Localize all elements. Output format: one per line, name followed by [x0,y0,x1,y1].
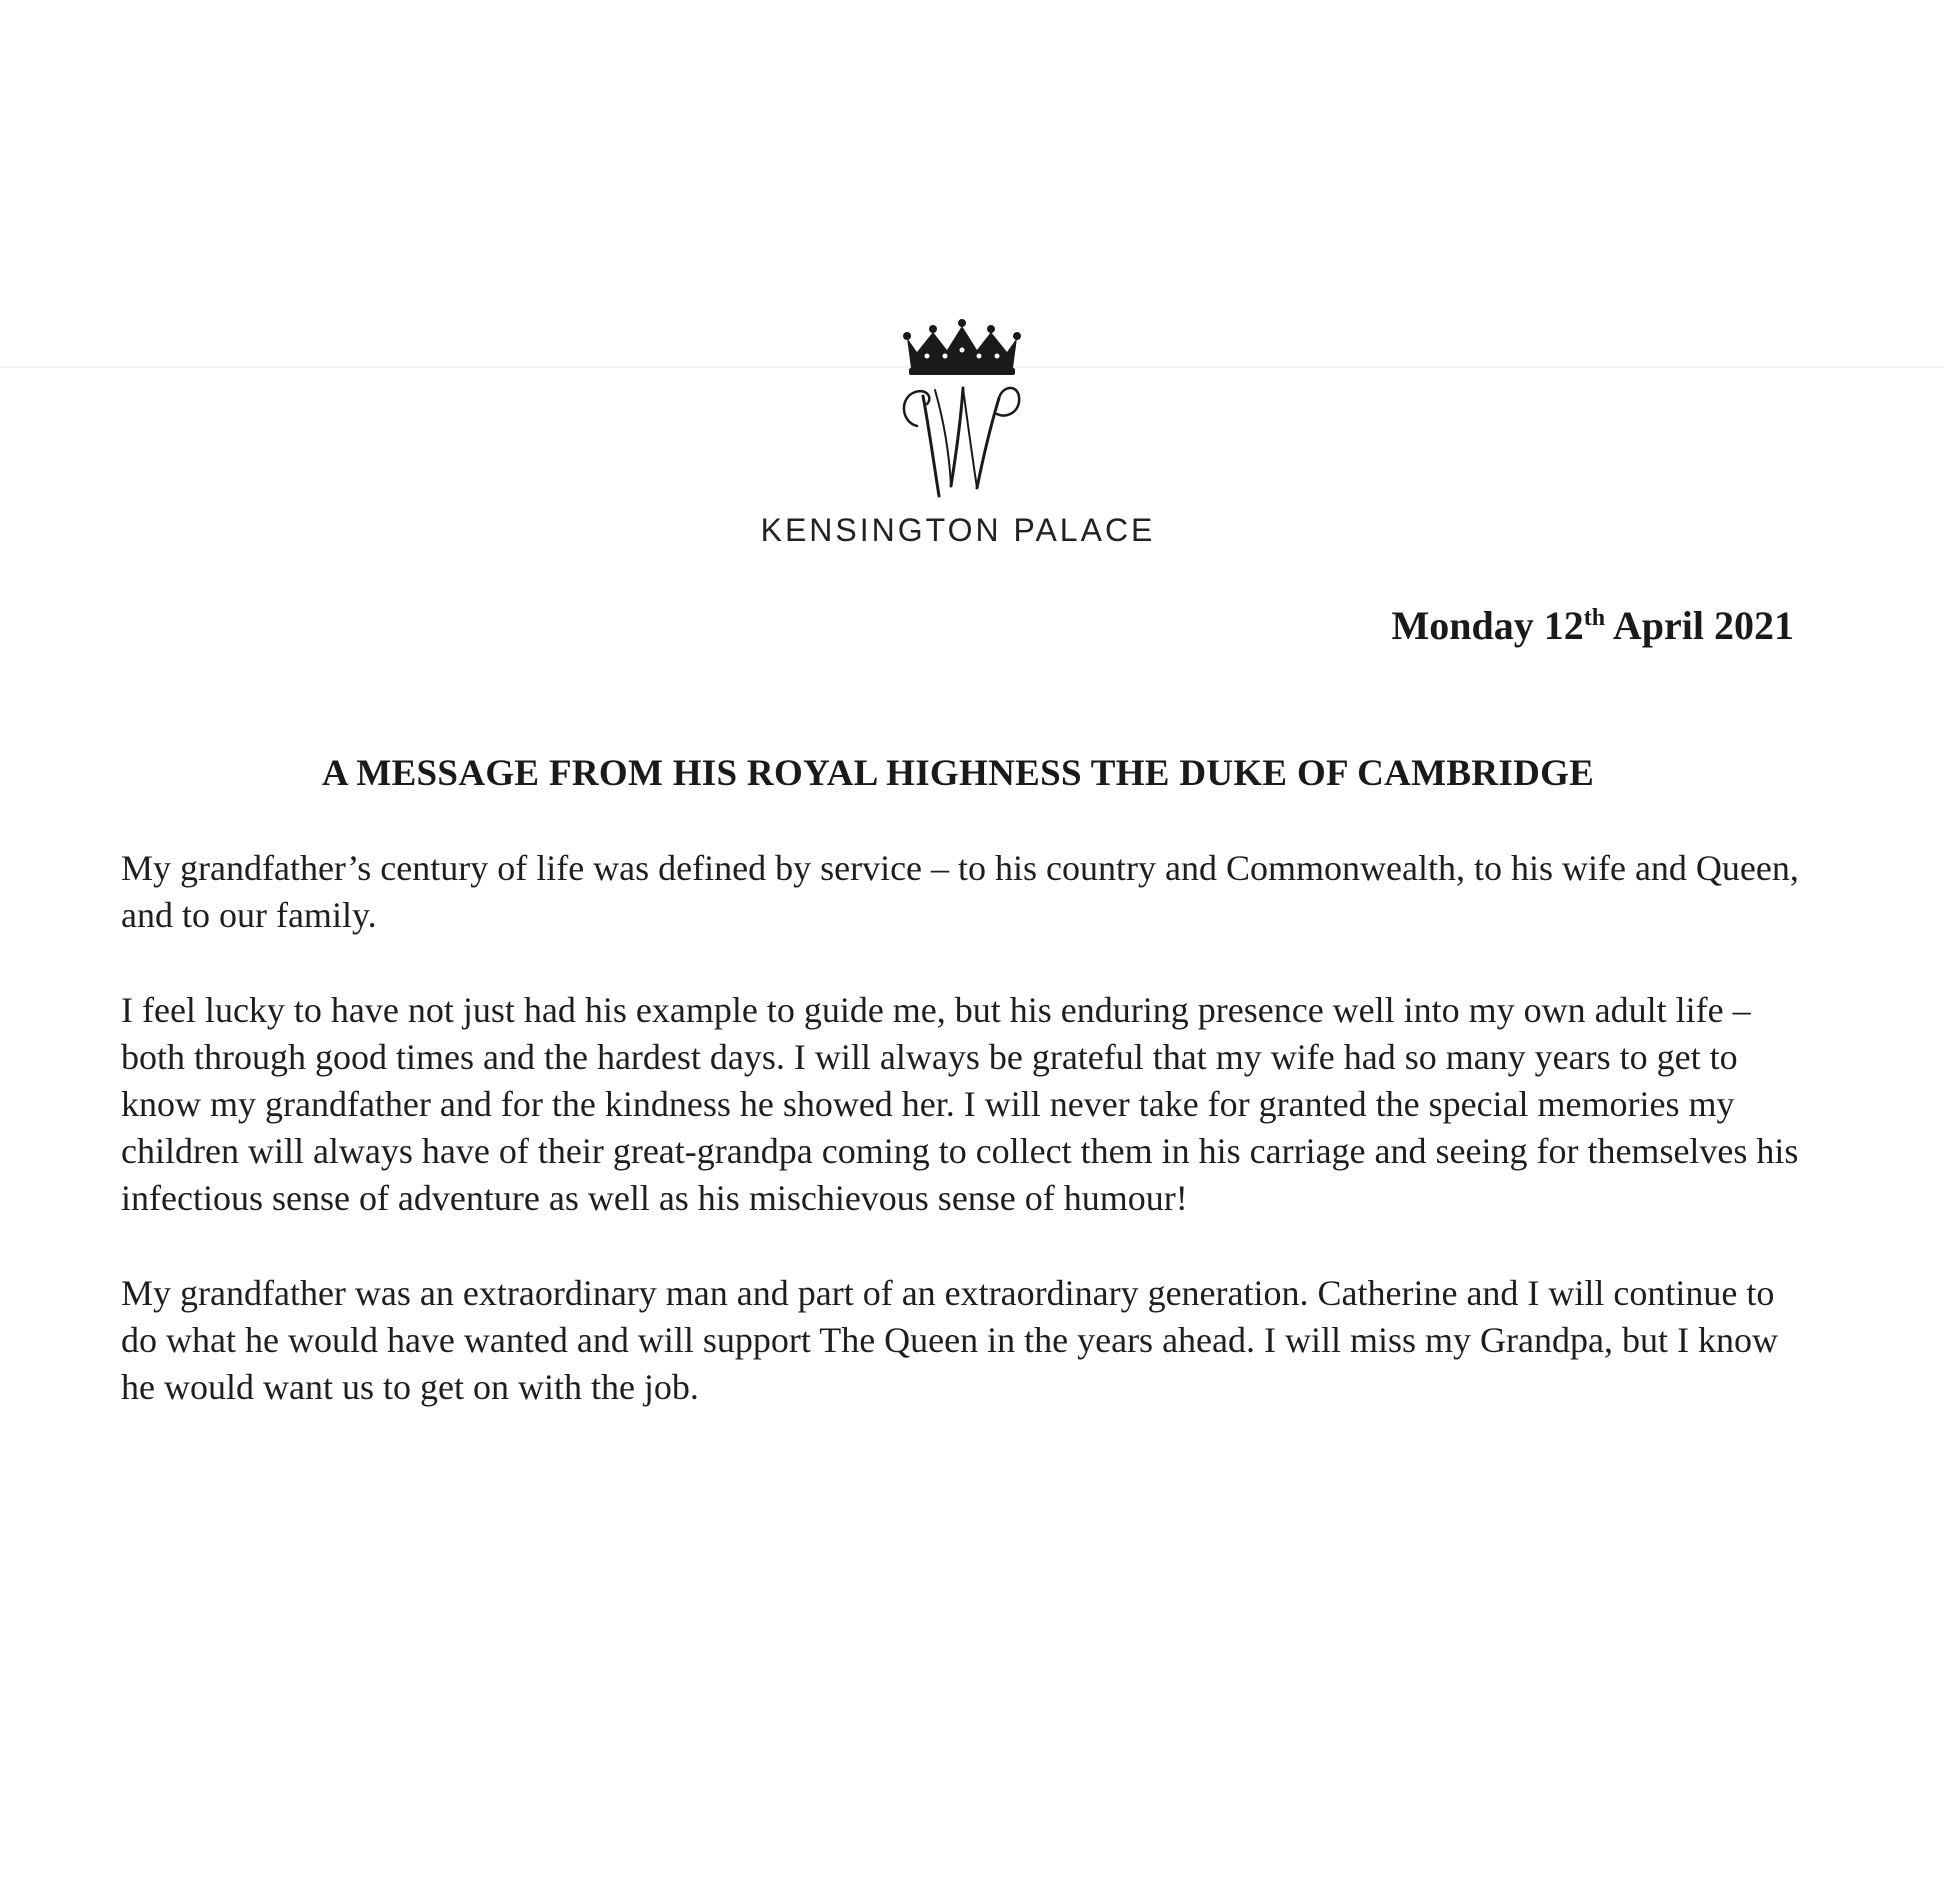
paragraph: My grandfather was an extraordinary man and part of an extraordinary generation. Catherine and I will continue to do what he would have wanted and will support The Queen in the years ahead. I will miss my Grandpa, but I know he would want us to get on with the job. [121,1273,1778,1407]
paragraph: My grandfather’s century of life was defined by service – to his country and Commonwealth, to his wife and Queen, and to our family. [121,848,1799,935]
date-month-year: April 2021 [1612,603,1794,648]
date-weekday: Monday [1391,603,1534,648]
crown-monogram-icon [893,318,1031,503]
organization-name: KENSINGTON PALACE [760,512,1156,548]
page-title: A MESSAGE FROM HIS ROYAL HIGHNESS THE DUKE OF CAMBRIDGE [321,753,1595,794]
message-body [121,845,1811,1459]
date-ordinal: th [1583,605,1606,631]
date-day: 12 [1543,603,1584,648]
paragraph: I feel lucky to have not just had his example to guide me, but his enduring presence well into my own adult life – both through good times and the hardest days. I will always be grateful that my wife had so many years to get to know my grandfather and for the kindness he showed her. I will never take for granted the special memories my children will always have of their great-grandpa coming to collect them in his carriage and seeing for themselves his infectious sense of adventure as well as his mischievous sense of humour! [121,990,1799,1218]
document-date [1391,602,1794,649]
